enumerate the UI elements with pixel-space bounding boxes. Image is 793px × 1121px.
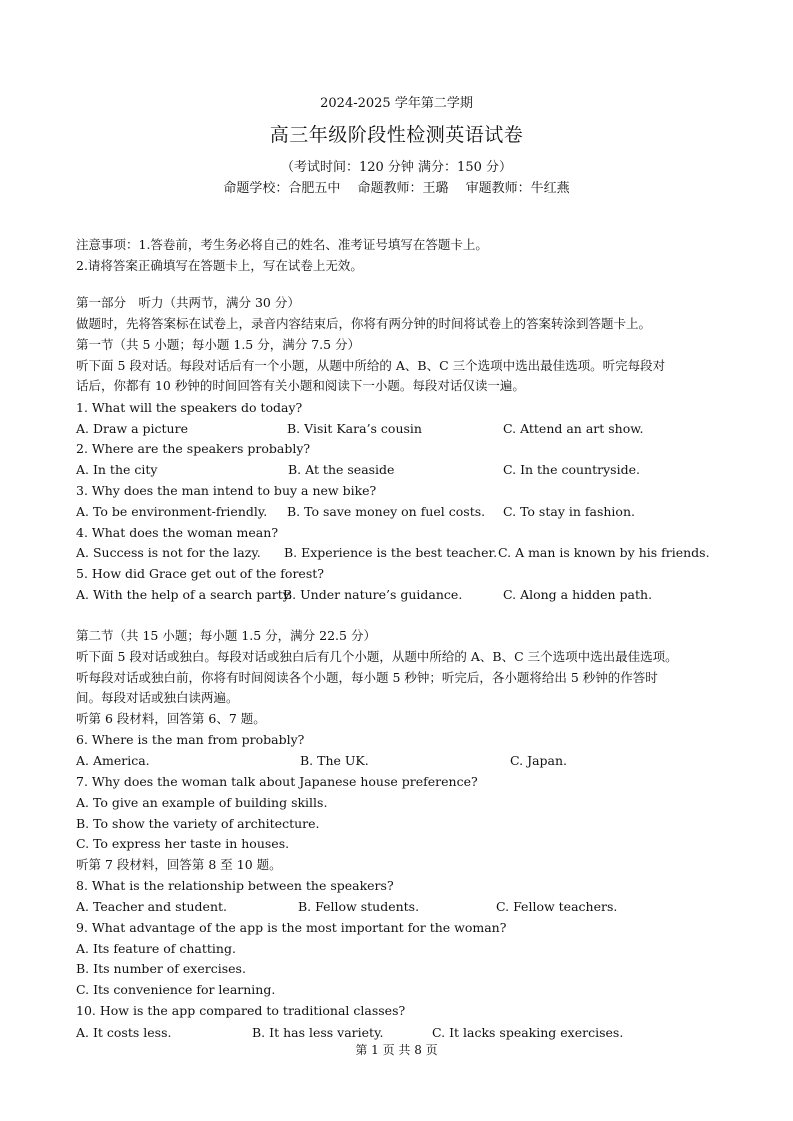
q6-option-a: A. America. <box>76 753 150 768</box>
section1-instructions-2: 话后，你都有 10 秒钟的时间回答有关小题和阅读下一小题。每段对话仅读一遍。 <box>76 378 525 393</box>
material-7-heading: 听第 7 段材料，回答第 8 至 10 题。 <box>76 857 282 872</box>
q8-option-b: B. Fellow students. <box>298 899 420 914</box>
question-6: 6. Where is the man from probably? <box>76 732 305 747</box>
q3-option-a: A. To be environment-friendly. <box>76 504 268 519</box>
q7-option-a: A. To give an example of building skills. <box>76 795 328 810</box>
section1-heading: 第一节（共 5 小题；每小题 1.5 分，满分 7.5 分） <box>76 337 361 352</box>
question-3: 3. Why does the man intend to buy a new bike? <box>76 483 377 498</box>
question-2: 2. Where are the speakers probably? <box>76 441 311 456</box>
exam-info: （考试时间：120 分钟 满分：150 分） <box>280 160 513 175</box>
q10-option-b: B. It has less variety. <box>252 1025 384 1040</box>
q1-option-b: B. Visit Kara’s cousin <box>287 421 422 436</box>
section2-instructions-1: 听下面 5 段对话或独白。每段对话或独白后有几个小题，从题中所给的 A、B、C 三个选项中选出最佳选项。 <box>76 649 678 664</box>
q4-option-c: C. A man is known by his friends. <box>498 545 710 560</box>
q9-option-c: C. Its convenience for learning. <box>76 982 276 997</box>
q4-option-b: B. Experience is the best teacher. <box>284 545 498 560</box>
notice-line-2: 2.请将答案正确填写在答题卡上，写在试卷上无效。 <box>76 258 363 273</box>
q8-option-a: A. Teacher and student. <box>76 899 228 914</box>
q3-option-c: C. To stay in fashion. <box>503 504 635 519</box>
section2-heading: 第二节（共 15 小题；每小题 1.5 分，满分 22.5 分） <box>76 628 376 643</box>
question-4: 4. What does the woman mean? <box>76 525 279 540</box>
q7-option-c: C. To express her taste in houses. <box>76 836 290 851</box>
q9-option-a: A. Its feature of chatting. <box>76 941 236 956</box>
q5-option-b: B. Under nature’s guidance. <box>283 587 463 602</box>
question-1: 1. What will the speakers do today? <box>76 400 303 415</box>
section2-instructions-2: 听每段对话或独白前，你将有时间阅读各个小题，每小题 5 秒钟；听完后，各小题将给出 5 秒钟的作答时 <box>76 670 658 685</box>
q10-option-a: A. It costs less. <box>76 1025 172 1040</box>
section2-instructions-3: 间。每段对话或独白读两遍。 <box>76 690 239 705</box>
q5-option-a: A. With the help of a search party. <box>76 587 293 602</box>
q2-option-c: C. In the countryside. <box>503 462 640 477</box>
q7-option-b: B. To show the variety of architecture. <box>76 816 320 831</box>
q2-option-b: B. At the seaside <box>288 462 395 477</box>
q6-option-c: C. Japan. <box>510 753 568 768</box>
q6-option-b: B. The UK. <box>300 753 369 768</box>
q5-option-c: C. Along a hidden path. <box>503 587 653 602</box>
question-7: 7. Why does the woman talk about Japanese house preference? <box>76 774 478 789</box>
section1-instructions-1: 听下面 5 段对话。每段对话后有一个小题，从题中所给的 A、B、C 三个选项中选出最佳选项。听完每段对 <box>76 358 666 373</box>
part1-heading: 第一部分 听力（共两节，满分 30 分） <box>76 295 300 310</box>
q2-option-a: A. In the city <box>76 462 158 477</box>
question-5: 5. How did Grace get out of the forest? <box>76 566 324 581</box>
q4-option-a: A. Success is not for the lazy. <box>76 545 261 560</box>
question-8: 8. What is the relationship between the speakers? <box>76 878 394 893</box>
question-10: 10. How is the app compared to traditional classes? <box>76 1003 406 1018</box>
q8-option-c: C. Fellow teachers. <box>496 899 618 914</box>
part1-intro: 做题时，先将答案标在试卷上，录音内容结束后，你将有两分钟的时间将试卷上的答案转涂到答题卡上。 <box>76 316 652 331</box>
page-number: 第 1 页 共 8 页 <box>355 1043 438 1057</box>
q9-option-b: B. Its number of exercises. <box>76 961 246 976</box>
question-9: 9. What advantage of the app is the most important for the woman? <box>76 920 507 935</box>
q10-option-c: C. It lacks speaking exercises. <box>432 1025 624 1040</box>
q1-option-c: C. Attend an art show. <box>503 421 644 436</box>
exam-setters: 命题学校：合肥五中 命题教师：王璐 审题教师：牛红燕 <box>223 181 570 196</box>
notice-line-1: 注意事项：1.答卷前，考生务必将自己的姓名、准考证号填写在答题卡上。 <box>76 237 488 252</box>
page-title: 高三年级阶段性检测英语试卷 <box>269 124 524 146</box>
exam-year: 2024-2025 学年第二学期 <box>320 96 473 111</box>
material-6-heading: 听第 6 段材料，回答第 6、7 题。 <box>76 711 266 726</box>
q3-option-b: B. To save money on fuel costs. <box>287 504 486 519</box>
q1-option-a: A. Draw a picture <box>76 421 188 436</box>
